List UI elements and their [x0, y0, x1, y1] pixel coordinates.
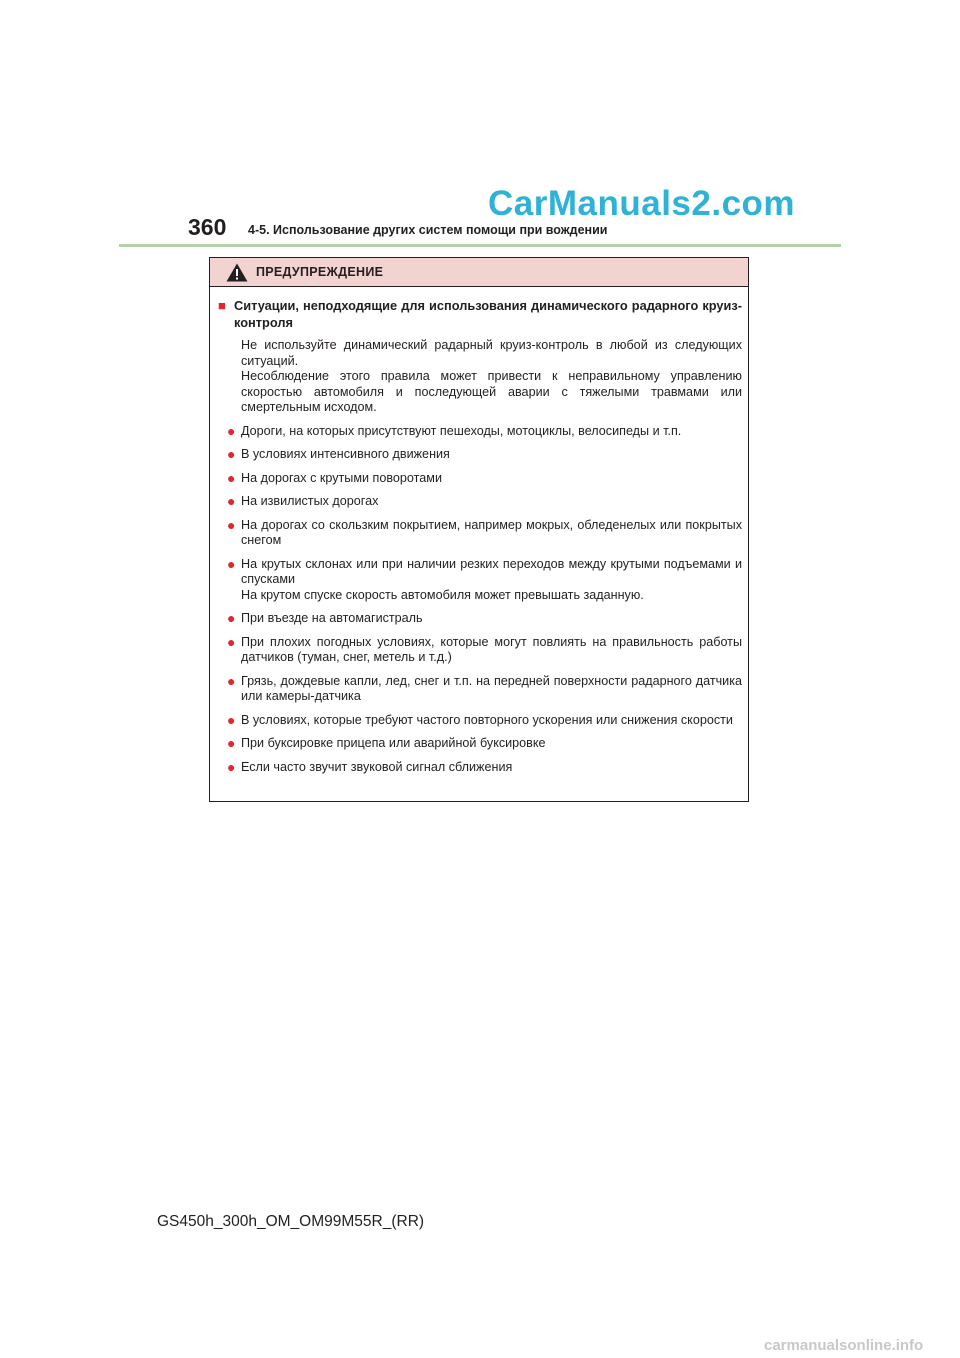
header-rule — [119, 244, 841, 247]
section-title: 4-5. Использование других систем помощи при вождении — [248, 223, 608, 237]
bullet-dot-icon: ● — [227, 422, 236, 439]
situation-item — [218, 736, 742, 752]
watermark-bottom: carmanualsonline.info — [764, 1337, 924, 1354]
bullet-dot-icon: ● — [227, 446, 236, 462]
bullet-dot-icon: ● — [227, 735, 236, 751]
situation-text — [241, 760, 742, 776]
situation-line: В условиях, которые требуют частого повторного ускорения или снижения скорости — [241, 712, 733, 727]
situation-item — [218, 518, 742, 549]
bullet-dot-icon: ● — [227, 711, 236, 728]
watermark-top: CarManuals2.com — [488, 184, 796, 223]
bullet-dot-icon: ● — [227, 610, 236, 626]
situation-item — [218, 557, 742, 604]
situation-item — [218, 713, 742, 729]
situation-text — [241, 557, 742, 604]
warning-triangle-icon — [226, 263, 248, 282]
bullet-dot-icon: ● — [227, 555, 236, 572]
subheading-text: Ситуации, неподходящие для использования динамического радарного круиз-контроля — [234, 298, 742, 330]
situation-item — [218, 760, 742, 776]
situation-item — [218, 471, 742, 487]
square-bullet-icon: ■ — [218, 298, 226, 313]
situation-text — [241, 447, 742, 463]
situation-list — [218, 424, 742, 776]
situation-item — [218, 611, 742, 627]
situation-text — [241, 424, 742, 440]
situation-line: Дороги, на которых присутствуют пешеходы, мотоциклы, велосипеды и т.п. — [241, 423, 682, 438]
bullet-dot-icon: ● — [227, 493, 236, 509]
situation-text — [241, 736, 742, 752]
bullet-dot-icon: ● — [227, 672, 236, 689]
warning-subheading — [218, 297, 742, 331]
situation-line: На крутом спуске скорость автомобиля может превышать заданную. — [241, 587, 644, 602]
situation-item — [218, 674, 742, 705]
page-number: 360 — [188, 214, 227, 240]
situation-item — [218, 635, 742, 666]
situation-line: В условиях интенсивного движения — [241, 447, 450, 461]
situation-item — [218, 447, 742, 463]
warning-header — [210, 258, 748, 287]
warning-box — [209, 257, 749, 802]
bullet-dot-icon: ● — [227, 758, 236, 775]
document-code: GS450h_300h_OM_OM99M55R_(RR) — [157, 1213, 425, 1230]
situation-line: При буксировке прицепа или аварийной буксировке — [241, 736, 546, 750]
bullet-dot-icon: ● — [227, 633, 236, 650]
situation-text — [241, 674, 742, 705]
situation-line: На дорогах со скользким покрытием, например мокрых, обледенелых или покрытых снегом — [241, 517, 742, 547]
situation-line: При въезде на автомагистраль — [241, 611, 423, 625]
situation-text — [241, 713, 742, 729]
situation-text — [241, 611, 742, 627]
situation-text — [241, 635, 742, 666]
situation-line: Грязь, дождевые капли, лед, снег и т.п. на передней поверхности радарного датчика или камеры-датчика — [241, 673, 742, 703]
intro-line: Несоблюдение этого правила может привести к неправильному управлению скоростью автомобиля и последующей аварии с тяжелыми травмами или смертельным исходом. — [241, 369, 742, 414]
intro-line: Не используйте динамический радарный круиз-контроль в любой из следующих ситуаций. — [241, 338, 742, 368]
bullet-dot-icon: ● — [227, 516, 236, 533]
warning-body — [210, 287, 748, 775]
situation-line: На дорогах с крутыми поворотами — [241, 470, 442, 485]
warning-title: ПРЕДУПРЕЖДЕНИЕ — [256, 265, 384, 279]
situation-text — [241, 471, 742, 487]
situation-item — [218, 424, 742, 440]
situation-line: На извилистых дорогах — [241, 494, 379, 508]
situation-item — [218, 494, 742, 510]
bullet-dot-icon: ● — [227, 469, 236, 486]
situation-line: Если часто звучит звуковой сигнал сближения — [241, 759, 513, 774]
situation-text — [241, 494, 742, 510]
intro-paragraph — [241, 338, 742, 416]
situation-line: На крутых склонах или при наличии резких переходов между крутыми подъемами и спусками — [241, 556, 742, 586]
situation-text — [241, 518, 742, 549]
situation-line: При плохих погодных условиях, которые могут повлиять на правильность работы датчиков (туман, снег, метель и т.д.) — [241, 634, 742, 664]
